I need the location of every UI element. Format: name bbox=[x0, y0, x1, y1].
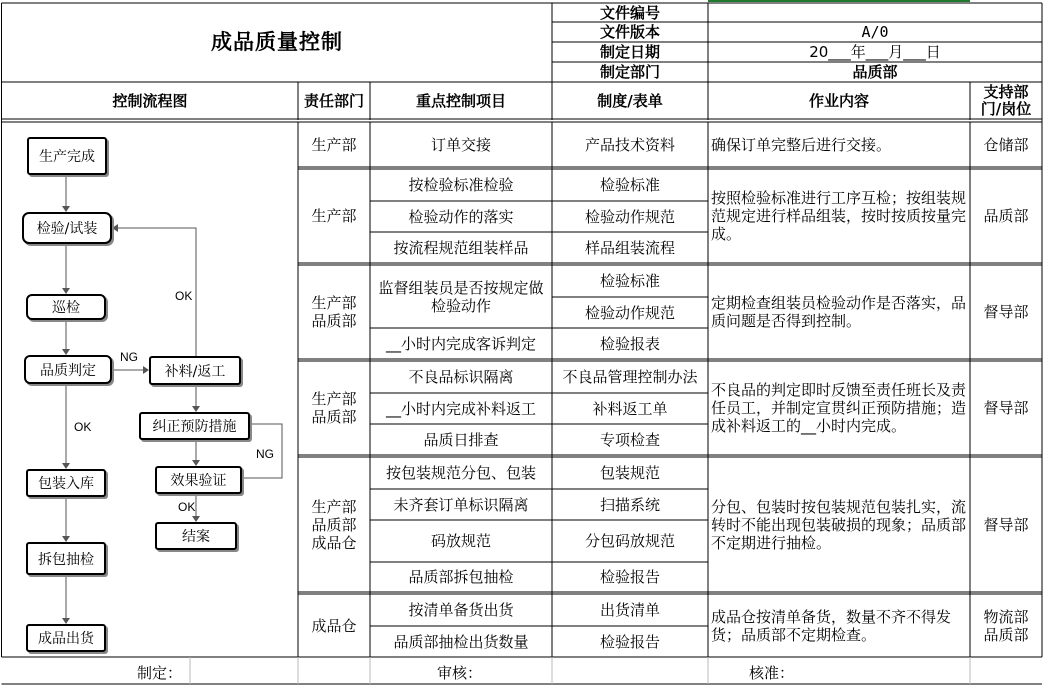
col-header-dept: 责任部门 bbox=[303, 91, 364, 110]
support-cell[interactable]: 督导部 bbox=[983, 303, 1029, 321]
footer-approve-label: 核准： bbox=[749, 664, 795, 682]
item-cell[interactable]: __小时内完成补料返工 bbox=[385, 399, 536, 418]
dept-cell[interactable]: 生产部 bbox=[311, 135, 357, 154]
dept-cell[interactable]: 生产部 品质部 bbox=[311, 390, 357, 426]
flow-node-patrol-inspection: 巡检 bbox=[26, 294, 106, 320]
content-cell[interactable]: 按照检验标准进行工序互检；按组装规范规定进行样品组装，按时按质按量完成。 bbox=[711, 189, 967, 243]
content-cell[interactable]: 不良品的判定即时反馈至责任班长及责任员工，并制定宣贯纠正预防措施；造成补料返工的__小时内完成。 bbox=[711, 381, 967, 435]
form-cell[interactable]: 检验动作规范 bbox=[584, 303, 675, 322]
dept-cell[interactable]: 生产部 品质部 成品仓 bbox=[311, 497, 357, 552]
item-cell[interactable]: 按检验标准检验 bbox=[408, 176, 514, 194]
dept-cell[interactable]: 成品仓 bbox=[311, 616, 357, 635]
form-cell[interactable]: 产品技术资料 bbox=[584, 135, 675, 154]
content-cell[interactable]: 确保订单完整后进行交接。 bbox=[711, 135, 892, 154]
cell-selection-marker bbox=[708, 0, 970, 2]
support-cell[interactable]: 物流部 品质部 bbox=[983, 607, 1029, 644]
flow-node-unpack-sampling: 拆包抽检 bbox=[26, 542, 106, 575]
label-file-no: 文件编号 bbox=[599, 3, 660, 22]
item-cell[interactable]: 品质部抽检出货数量 bbox=[393, 632, 529, 651]
flow-node-packing-storage: 包装入库 bbox=[26, 469, 106, 497]
flow-node-quality-judgment: 品质判定 bbox=[24, 355, 112, 384]
support-cell[interactable]: 督导部 bbox=[983, 515, 1029, 534]
form-cell[interactable]: 检验标准 bbox=[599, 176, 660, 194]
flow-node-replenish-rework: 补料/返工 bbox=[149, 356, 241, 385]
item-cell[interactable]: 码放规范 bbox=[430, 532, 491, 550]
content-cell[interactable]: 定期检查组装员检验动作是否落实，品质问题是否得到控制。 bbox=[711, 294, 967, 330]
form-cell[interactable]: 出货清单 bbox=[599, 601, 660, 619]
item-cell[interactable]: 订单交接 bbox=[430, 135, 491, 154]
form-cell[interactable]: 检验报表 bbox=[599, 334, 660, 353]
form-cell[interactable]: 分包码放规范 bbox=[584, 532, 675, 550]
item-cell[interactable]: 未齐套订单标识隔离 bbox=[393, 495, 529, 514]
dept-cell[interactable]: 生产部 bbox=[311, 207, 357, 225]
col-header-content: 作业内容 bbox=[808, 91, 869, 110]
label-version: 文件版本 bbox=[599, 23, 660, 41]
item-cell[interactable]: 按流程规范组装样品 bbox=[393, 238, 529, 257]
flow-label-ok: OK bbox=[178, 500, 196, 514]
support-cell[interactable]: 品质部 bbox=[983, 207, 1029, 225]
dept-cell[interactable]: 生产部 品质部 bbox=[311, 294, 357, 330]
form-cell[interactable]: 扫描系统 bbox=[599, 495, 660, 514]
form-cell[interactable]: 检验动作规范 bbox=[584, 207, 675, 226]
item-cell[interactable]: 按清单备货出货 bbox=[408, 601, 514, 619]
item-cell[interactable]: __小时内完成客诉判定 bbox=[385, 334, 536, 353]
support-cell[interactable]: 仓储部 bbox=[983, 135, 1029, 154]
item-cell[interactable]: 按包装规范分包、包装 bbox=[385, 464, 536, 482]
col-header-flowchart: 控制流程图 bbox=[112, 91, 188, 110]
form-cell[interactable]: 补料返工单 bbox=[592, 399, 668, 418]
form-cell[interactable]: 检验报告 bbox=[599, 568, 660, 586]
flow-label-ok: OK bbox=[175, 289, 193, 303]
form-cell[interactable]: 包装规范 bbox=[599, 464, 660, 482]
flow-node-production-done: 生产完成 bbox=[27, 137, 107, 175]
flow-label-ng: NG bbox=[120, 350, 138, 364]
col-header-item: 重点控制项目 bbox=[415, 91, 506, 110]
form-cell[interactable]: 检验报告 bbox=[599, 632, 660, 651]
flow-label-ok: OK bbox=[74, 420, 92, 434]
flow-node-finished-shipment: 成品出货 bbox=[26, 624, 106, 652]
flow-label-ng: NG bbox=[256, 447, 274, 461]
footer-review-label: 审核： bbox=[437, 664, 483, 682]
value-file-no[interactable] bbox=[708, 3, 1042, 22]
label-date: 制定日期 bbox=[599, 43, 660, 61]
value-dept[interactable]: 品质部 bbox=[852, 63, 898, 81]
col-header-form: 制度/表单 bbox=[597, 91, 663, 110]
item-cell[interactable]: 品质部拆包抽检 bbox=[408, 568, 514, 586]
support-cell[interactable]: 督导部 bbox=[983, 399, 1029, 417]
flow-node-corrective-action: 纠正预防措施 bbox=[139, 412, 250, 440]
flow-node-case-closed: 结案 bbox=[155, 522, 237, 550]
item-cell[interactable]: 不良品标识隔离 bbox=[408, 368, 514, 386]
value-version[interactable]: A/0 bbox=[861, 23, 889, 41]
item-cell[interactable]: 监督组装员是否按规定做检验动作 bbox=[378, 278, 544, 315]
flow-node-effect-verification: 效果验证 bbox=[155, 466, 242, 494]
flow-node-inspection-trial: 检验/试装 bbox=[22, 212, 112, 244]
value-date[interactable]: 20___年___月___日 bbox=[809, 43, 941, 61]
item-cell[interactable]: 检验动作的落实 bbox=[408, 207, 514, 226]
footer-made-label: 制定： bbox=[137, 664, 183, 682]
form-cell[interactable]: 检验标准 bbox=[599, 272, 660, 290]
form-cell[interactable]: 样品组装流程 bbox=[584, 238, 675, 257]
col-header-support: 支持部门/岗位 bbox=[980, 83, 1032, 118]
form-cell[interactable]: 不良品管理控制办法 bbox=[562, 368, 698, 386]
page-title: 成品质量控制 bbox=[211, 30, 343, 55]
item-cell[interactable]: 品质日排查 bbox=[423, 430, 499, 449]
content-cell[interactable]: 成品仓按清单备货，数量不齐不得发货；品质部不定期检查。 bbox=[711, 607, 952, 644]
content-cell[interactable]: 分包、包装时按包装规范包装扎实，流转时不能出现包装破损的现象；品质部不定期进行抽检。 bbox=[711, 497, 967, 552]
form-cell[interactable]: 专项检查 bbox=[599, 430, 660, 449]
label-dept: 制定部门 bbox=[599, 63, 660, 81]
